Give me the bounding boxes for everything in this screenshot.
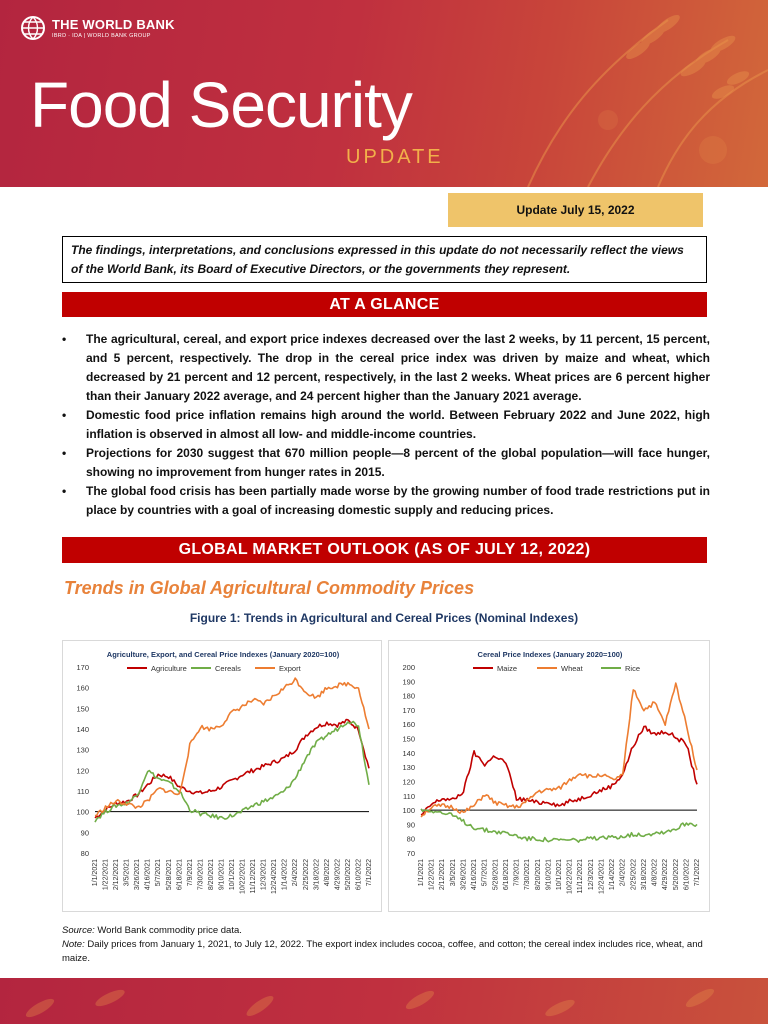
org-subtitle: IBRD · IDA | WORLD BANK GROUP (52, 33, 151, 39)
wheat-footer-decoration-icon (0, 978, 768, 1024)
x-tick-label: 2/12/2021 (439, 859, 447, 891)
y-tick-label: 160 (402, 720, 415, 730)
update-date-box: Update July 15, 2022 (448, 193, 703, 227)
legend-label-wheat: Wheat (561, 664, 583, 673)
x-tick-label: 8/20/2021 (207, 859, 215, 891)
chart-title: Cereal Price Indexes (January 2020=100) (477, 650, 623, 659)
y-tick-label: 140 (76, 725, 89, 734)
page-subtitle: UPDATE (346, 146, 444, 168)
legend-label-maize: Maize (497, 664, 518, 673)
x-tick-label: 11/12/2021 (250, 859, 258, 894)
x-tick-label: 10/1/2021 (229, 859, 236, 891)
y-tick-label: 120 (402, 777, 415, 787)
wheat-decoration-icon (468, 0, 768, 187)
bullet-item: • The agricultural, cereal, and export price indexes decreased over the last 2 weeks, by 11 percent, 15 percent, and 5 percent, respectively. The drop in the cereal price index was driven by maize and wheat, which decreased by 21 percent and 12 percent, respectively, in the last 2 weeks. Wheat prices are 6 percent higher than their January 2022 average, and 24 percent higher than the January 2021 average. (62, 330, 710, 406)
x-tick-label: 1/22/2021 (428, 859, 436, 891)
x-tick-label: 4/16/2021 (471, 859, 479, 891)
x-tick-label: 3/5/2021 (449, 859, 457, 887)
x-tick-label: 4/16/2021 (144, 859, 152, 891)
y-tick-label: 200 (402, 663, 415, 672)
x-tick-label: 12/3/2021 (260, 859, 268, 891)
x-tick-label: 2/4/2022 (619, 859, 627, 887)
series-line-wheat (421, 683, 697, 817)
legend-label-export: Export (279, 664, 301, 673)
x-tick-label: 9/10/2021 (545, 859, 553, 891)
y-tick-label: 90 (406, 820, 415, 830)
x-tick-label: 10/1/2021 (556, 859, 563, 891)
source-label: Source: (62, 925, 95, 936)
agriculture-price-chart-svg (63, 641, 383, 913)
x-tick-label: 2/12/2021 (113, 859, 121, 891)
x-tick-label: 5/28/2021 (492, 859, 500, 891)
x-tick-label: 3/18/2022 (313, 859, 321, 891)
x-tick-label: 7/1/2022 (366, 859, 373, 887)
at-a-glance-banner: AT A GLANCE (62, 292, 707, 317)
x-tick-label: 1/22/2021 (102, 859, 110, 891)
x-tick-label: 3/5/2021 (123, 859, 131, 887)
x-tick-label: 5/20/2022 (344, 859, 352, 891)
x-tick-label: 7/30/2021 (524, 859, 532, 891)
header-banner (0, 0, 768, 187)
y-tick-label: 160 (76, 683, 89, 693)
x-tick-label: 12/24/2021 (271, 859, 279, 895)
x-tick-label: 1/14/2022 (609, 859, 617, 891)
source-text: World Bank commodity price data. (94, 925, 242, 936)
y-tick-label: 90 (80, 828, 89, 838)
legend-label-cereals: Cereals (215, 664, 241, 673)
x-tick-label: 3/26/2021 (460, 859, 468, 891)
y-tick-label: 120 (76, 766, 89, 776)
trends-heading: Trends in Global Agricultural Commodity Prices (64, 578, 475, 598)
note-label: Note: (62, 939, 85, 950)
y-tick-label: 180 (402, 691, 415, 701)
legend-label-rice: Rice (625, 664, 641, 673)
y-tick-label: 150 (76, 704, 89, 714)
note-text: Daily prices from January 1, 2021, to July 12, 2022. The export index includes cocoa, coffee, and cotton; the cereal index includes rice, wheat, and maize. (62, 939, 703, 964)
x-tick-label: 12/3/2021 (587, 859, 595, 891)
x-tick-label: 2/25/2022 (302, 859, 310, 891)
x-tick-label: 9/10/2021 (218, 859, 226, 891)
y-tick-label: 130 (76, 745, 89, 755)
cereal-price-chart-svg (389, 641, 711, 913)
x-tick-label: 6/18/2021 (176, 859, 184, 891)
cereal-price-chart (388, 640, 710, 912)
bullet-item: • Domestic food price inflation remains high around the world. Between February 2022 and June 2022, high inflation is observed in almost all low- and middle-income countries. (62, 406, 710, 444)
y-tick-label: 130 (402, 763, 415, 773)
x-tick-label: 4/8/2022 (323, 859, 331, 887)
x-tick-label: 12/24/2021 (598, 859, 606, 895)
y-tick-label: 170 (402, 705, 415, 715)
x-tick-label: 5/28/2021 (165, 859, 173, 891)
x-tick-label: 1/1/2021 (92, 859, 99, 887)
y-tick-label: 80 (80, 849, 89, 858)
y-tick-label: 80 (406, 834, 415, 844)
disclaimer: The findings, interpretations, and conclusions expressed in this update do not necessarily reflect the views of the World Bank, its Board of Executive Directors, or the governments they represent. (62, 236, 707, 283)
x-tick-label: 5/20/2022 (672, 859, 680, 891)
page-title: Food Security (30, 69, 412, 141)
y-tick-label: 70 (406, 849, 415, 858)
x-tick-label: 10/22/2021 (566, 859, 574, 895)
x-tick-label: 2/4/2022 (292, 859, 300, 887)
y-tick-label: 170 (76, 663, 89, 672)
legend-label-agriculture: Agriculture (151, 664, 187, 673)
y-tick-label: 150 (402, 734, 415, 744)
x-tick-label: 6/18/2021 (502, 859, 510, 891)
x-tick-label: 7/9/2021 (186, 859, 194, 887)
y-tick-label: 190 (402, 677, 415, 687)
x-tick-label: 7/30/2021 (197, 859, 205, 891)
y-tick-label: 140 (402, 748, 415, 758)
series-line-maize (421, 726, 697, 815)
x-tick-label: 4/29/2022 (662, 859, 670, 891)
x-tick-label: 4/8/2022 (651, 859, 659, 887)
y-tick-label: 110 (77, 787, 89, 796)
x-tick-label: 6/10/2022 (355, 859, 363, 891)
source-notes (62, 924, 712, 966)
bullet-item: • The global food crisis has been partially made worse by the growing number of food trade restrictions put in place by countries with a goal of increasing domestic supply and reducing prices. (62, 482, 710, 520)
x-tick-label: 4/29/2022 (334, 859, 342, 891)
x-tick-label: 7/9/2021 (513, 859, 521, 887)
x-tick-label: 2/25/2022 (630, 859, 638, 891)
y-tick-label: 100 (402, 806, 415, 816)
figure-title: Figure 1: Trends in Agricultural and Cereal Prices (Nominal Indexes) (189, 611, 579, 625)
x-tick-label: 5/7/2021 (155, 859, 163, 887)
x-tick-label: 8/20/2021 (534, 859, 542, 891)
footer-banner (0, 978, 768, 1024)
y-tick-label: 100 (76, 807, 89, 817)
x-tick-label: 3/18/2022 (640, 859, 648, 891)
glance-bullet-list (62, 330, 710, 520)
market-outlook-banner: GLOBAL MARKET OUTLOOK (AS OF JULY 12, 2022) (62, 537, 707, 563)
series-line-rice (421, 809, 697, 842)
x-tick-label: 1/14/2022 (281, 859, 289, 891)
x-tick-label: 7/1/2022 (694, 859, 701, 887)
x-tick-label: 5/7/2021 (481, 859, 489, 887)
org-name: THE WORLD BANK (52, 17, 175, 32)
x-tick-label: 10/22/2021 (239, 859, 247, 895)
chart-title: Agriculture, Export, and Cereal Price Indexes (January 2020=100) (106, 650, 340, 659)
x-tick-label: 6/10/2022 (683, 859, 691, 891)
y-tick-label: 110 (403, 791, 415, 801)
world-bank-logo (20, 15, 175, 41)
agriculture-price-chart (62, 640, 382, 912)
x-tick-label: 11/12/2021 (577, 859, 585, 894)
x-tick-label: 1/1/2021 (418, 859, 425, 887)
bullet-item: • Projections for 2030 suggest that 670 million people—8 percent of the global population—will face hunger, showing no improvement from hunger rates in 2015. (62, 444, 710, 482)
globe-icon (20, 15, 46, 41)
x-tick-label: 3/26/2021 (134, 859, 142, 891)
